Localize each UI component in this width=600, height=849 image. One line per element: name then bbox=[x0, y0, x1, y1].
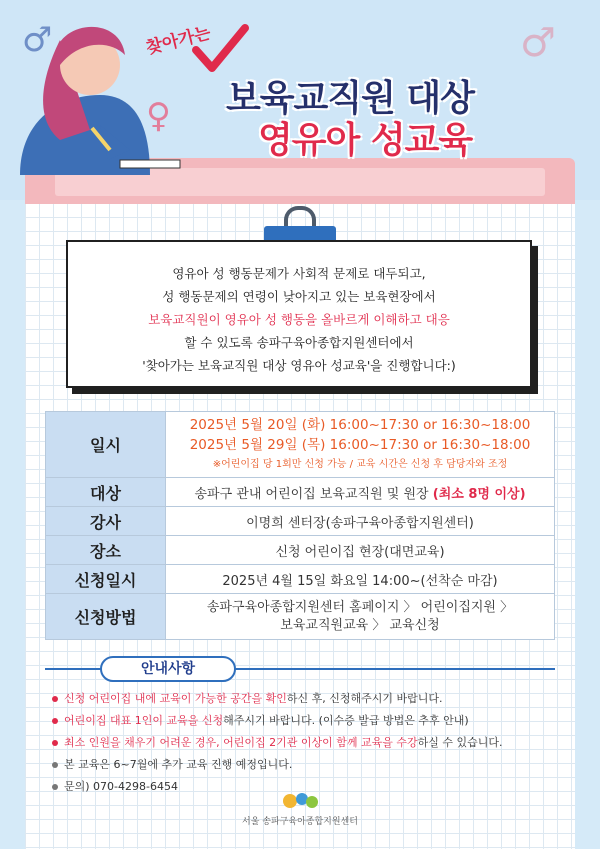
table-row bbox=[46, 536, 555, 565]
notice-text: 본 교육은 6~7월에 추가 교육 진행 예정입니다. bbox=[64, 758, 293, 771]
organization-name: 서울 송파구육아종합지원센터 bbox=[242, 817, 358, 827]
place-label: 장소 bbox=[46, 536, 166, 565]
apply-method-cell bbox=[166, 594, 555, 640]
lecturer-label: 강사 bbox=[46, 507, 166, 536]
intro-line-highlight: 보육교직원이 영유아 성 행동을 올바르게 이해하고 대응 bbox=[148, 312, 450, 327]
notice-text: 하실 수 있습니다. bbox=[417, 736, 503, 749]
table-row bbox=[46, 565, 555, 594]
intro-line: 성 행동문제의 연령이 낮아지고 있는 보육현장에서 bbox=[162, 289, 436, 304]
intro-line: 영유아 성 행동문제가 사회적 문제로 대두되고, bbox=[172, 266, 426, 281]
male-symbol-icon: ♂ bbox=[22, 20, 53, 60]
notice-title: 안내사항 bbox=[100, 656, 236, 682]
list-item bbox=[50, 710, 560, 732]
contact-text: 문의) 070-4298-6454 bbox=[64, 780, 178, 793]
notice-highlight: 신청 어린이집 내에 교육이 가능한 공간을 확인 bbox=[64, 692, 287, 705]
lecturer-text: 이명희 센터장(송파구육아종합지원센터) bbox=[166, 507, 555, 536]
target-highlight: (최소 8명 이상) bbox=[432, 486, 526, 502]
target-text: 송파구 관내 어린이집 보육교직원 및 원장 bbox=[194, 486, 429, 502]
male-symbol-faint-icon: ♂ bbox=[520, 20, 556, 66]
list-item bbox=[50, 754, 560, 776]
list-item bbox=[50, 732, 560, 754]
date-line: 2025년 5월 20일 (화) 16:00~17:30 or 16:30~18:00 bbox=[189, 416, 531, 433]
female-symbol-icon: ♀ bbox=[146, 96, 171, 136]
page-title: 보육교직원 대상 bbox=[226, 78, 474, 119]
bullet-icon bbox=[52, 718, 58, 724]
date-note: ※어린이집 당 1회만 신청 가능 / 교육 시간은 신청 후 담당자와 조정 bbox=[212, 458, 508, 470]
badge-text: 찾아가는 bbox=[144, 23, 213, 59]
date-label: 일시 bbox=[46, 412, 166, 478]
intro-line: 할 수 있도록 송파구육아종합지원센터에서 bbox=[184, 335, 414, 350]
notice-list bbox=[50, 688, 560, 798]
date-cell bbox=[166, 412, 555, 478]
apply-method-label: 신청방법 bbox=[46, 594, 166, 640]
center-logo-icon bbox=[278, 789, 322, 813]
bullet-icon bbox=[52, 696, 58, 702]
notice-highlight: 최소 인원을 채우기 어려운 경우, 어린이집 2기관 이상이 함께 교육을 수강 bbox=[64, 736, 418, 749]
bullet-icon bbox=[52, 784, 58, 790]
apply-date-label: 신청일시 bbox=[46, 565, 166, 594]
apply-date-text: 2025년 4월 15일 화요일 14:00~(선착순 마감) bbox=[166, 565, 555, 594]
intro-box bbox=[66, 240, 532, 388]
date-line: 2025년 5월 29일 (목) 16:00~17:30 or 16:30~18:00 bbox=[189, 436, 531, 453]
bullet-icon bbox=[52, 762, 58, 768]
place-text: 신청 어린이집 현장(대면교육) bbox=[166, 536, 555, 565]
bullet-icon bbox=[52, 740, 58, 746]
notice-highlight: 어린이집 대표 1인이 교육을 신청 bbox=[64, 714, 224, 727]
list-item bbox=[50, 688, 560, 710]
details-table bbox=[45, 411, 555, 640]
target-label: 대상 bbox=[46, 478, 166, 507]
table-row bbox=[46, 594, 555, 640]
page-subtitle: 영유아 성교육 bbox=[258, 120, 473, 161]
apply-method-line: 송파구육아종합지원센터 홈페이지 〉 어린이집지원 〉 bbox=[206, 599, 514, 615]
notice-text: 해주시기 바랍니다. (이수증 발급 방법은 추후 안내) bbox=[223, 714, 469, 727]
table-row bbox=[46, 507, 555, 536]
intro-line: '찾아가는 보육교직원 대상 영유아 성교육'을 진행합니다:) bbox=[142, 358, 456, 373]
table-row bbox=[46, 412, 555, 478]
table-row bbox=[46, 478, 555, 507]
apply-method-line: 보육교직원교육 〉 교육신청 bbox=[280, 617, 440, 633]
notice-text: 하신 후, 신청해주시기 바랍니다. bbox=[286, 692, 443, 705]
target-cell bbox=[166, 478, 555, 507]
